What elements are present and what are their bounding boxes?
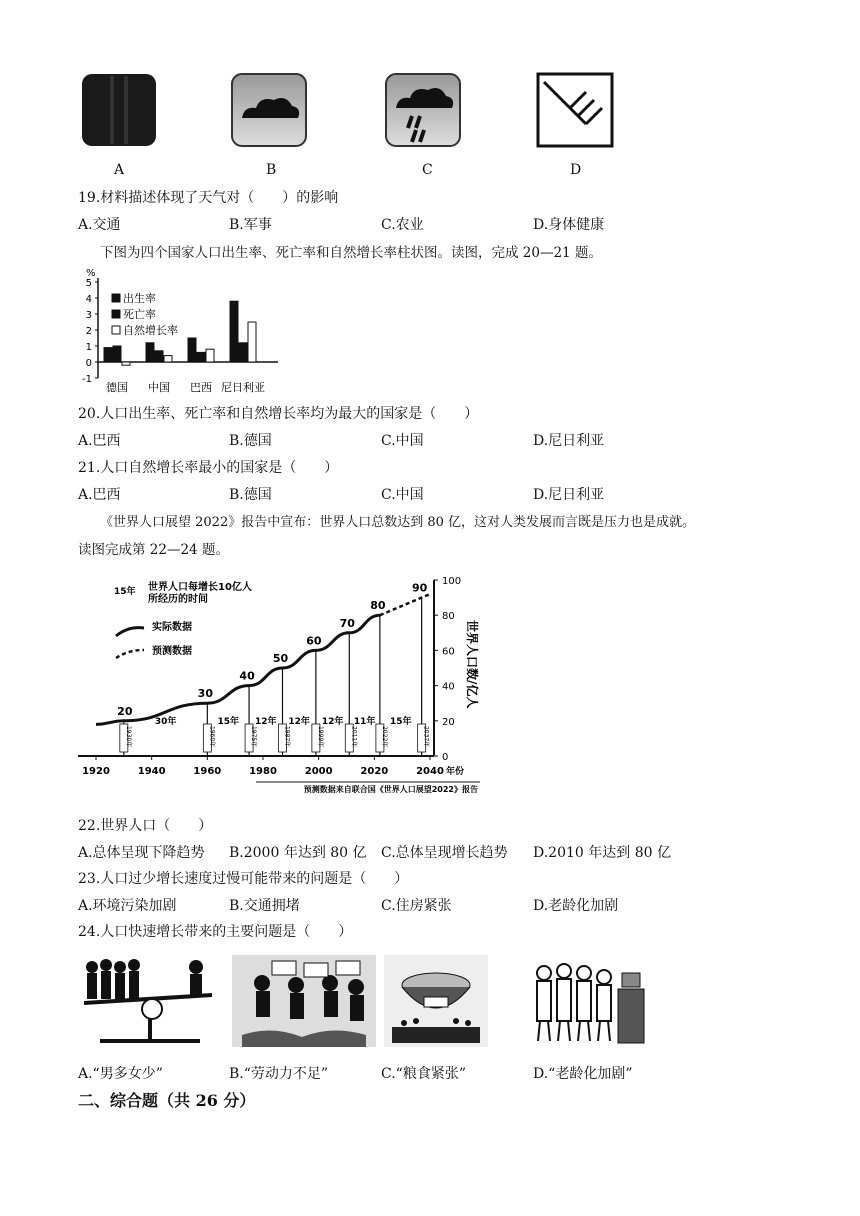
q24-option-a[interactable]: A.“男多女少” (78, 1066, 163, 1082)
wind-flag-icon (536, 72, 614, 148)
y-tick-label: 2 (85, 326, 92, 337)
y-tick-label: 3 (85, 310, 92, 321)
intro-22-24-line2: 读图完成第 22—24 题。 (78, 542, 229, 558)
q21-option-b[interactable]: B.德国 (229, 487, 272, 503)
legend-title: 世界人口每增长10亿人 (148, 582, 252, 593)
legend-actual-swatch (116, 628, 144, 636)
gender-imbalance-cartoon-icon (80, 955, 220, 1051)
section-2-heading: 二、综合题（共 26 分） (78, 1091, 256, 1110)
q19-option-d[interactable]: D.身体健康 (533, 217, 605, 233)
q22-option-c[interactable]: C.总体呈现增长趋势 (381, 845, 508, 861)
y-axis-unit: % (86, 268, 96, 279)
point-label: 50 (272, 652, 289, 665)
legend-years: 15年 (114, 587, 136, 597)
source-note: 预测数据来自联合国《世界人口展望2022》报告 (303, 785, 478, 794)
legend-swatch (112, 294, 120, 302)
q24-option-b[interactable]: B.“劳动力不足” (229, 1066, 329, 1082)
interval-label: 12年 (321, 717, 344, 727)
y-tick-label: 4 (85, 294, 92, 305)
y-tick-label: 0 (442, 752, 449, 763)
bar-自然增长率-中国 (164, 356, 172, 362)
y-tick-label: 80 (442, 611, 455, 623)
q19-stem: 19.材料描述体现了天气对（ ）的影响 (78, 190, 339, 206)
x-tick-label: 1980 (249, 766, 277, 777)
y-tick-label: 20 (442, 716, 455, 728)
x-tick-label: 1960 (193, 766, 222, 777)
symbol-label-a: A (114, 162, 125, 178)
q24-option-d[interactable]: D.“老龄化加剧” (533, 1066, 633, 1082)
world-population-chart (78, 570, 488, 800)
q22-option-d[interactable]: D.2010 年达到 80 亿 (533, 845, 671, 861)
legend-label: 死亡率 (123, 308, 156, 321)
q19-option-c[interactable]: C.农业 (381, 217, 424, 233)
q19-option-b[interactable]: B.军事 (229, 217, 272, 233)
category-label: 巴西 (190, 381, 212, 394)
food-shortage-cartoon-icon (384, 955, 488, 1051)
category-label: 尼日利亚 (221, 381, 265, 394)
right-axis-label: 世界人口数/亿人 (465, 620, 479, 709)
point-label: 30 (197, 687, 213, 701)
bar-死亡率-尼日利亚 (239, 343, 247, 362)
y-tick-label: 40 (442, 681, 455, 693)
bar-死亡率-巴西 (197, 352, 205, 362)
point-label: 60 (306, 634, 322, 648)
interval-label: 12年 (255, 717, 277, 727)
intro-22-24-line1: 《世界人口展望 2022》报告中宣布：世界人口总数达到 80 亿，这对人类发展而言既是压力也是成就。 (100, 515, 696, 530)
x-tick-label: 1920 (82, 766, 110, 777)
bar-出生率-尼日利亚 (230, 301, 238, 362)
q23-option-d[interactable]: D.老龄化加剧 (533, 898, 619, 914)
bar-自然增长率-巴西 (206, 349, 214, 362)
q23-option-a[interactable]: A.环境污染加剧 (78, 898, 177, 914)
aging-cartoon-icon (530, 955, 650, 1051)
intro-20-21: 下图为四个国家人口出生率、死亡率和自然增长率柱状图。读图，完成 20—21 题。 (100, 245, 602, 261)
bar-自然增长率-尼日利亚 (248, 322, 256, 362)
q22-option-b[interactable]: B.2000 年达到 80 亿 (229, 845, 367, 861)
dark-block-icon (80, 72, 158, 148)
interval-label: 11年 (353, 717, 376, 727)
point-label: 70 (339, 616, 355, 630)
q20-option-c[interactable]: C.中国 (381, 433, 424, 449)
q21-option-d[interactable]: D.尼日利亚 (533, 487, 605, 503)
bar-出生率-巴西 (188, 338, 196, 362)
y-tick-label: 60 (442, 646, 455, 658)
q21-option-c[interactable]: C.中国 (381, 487, 424, 503)
q21-stem: 21.人口自然增长率最小的国家是（ ） (78, 460, 339, 476)
year-marker-label: 2022年 (380, 726, 388, 748)
q24-option-c[interactable]: C.“粮食紧张” (381, 1066, 466, 1082)
point-label: 90 (411, 581, 428, 595)
year-marker-label: 1930年 (124, 726, 132, 748)
legend-label: 自然增长率 (123, 324, 178, 337)
interval-label: 12年 (288, 717, 310, 727)
symbol-label-b: B (266, 162, 277, 178)
q22-stem: 22.世界人口（ ） (78, 818, 213, 834)
legend-swatch (112, 310, 120, 318)
legend-forecast-label: 预测数据 (152, 646, 192, 657)
year-marker-label: 1975年 (250, 726, 258, 748)
symbol-label-d: D (570, 162, 582, 178)
x-tick-label: 2020 (360, 766, 389, 777)
cloudy-icon (230, 72, 308, 148)
legend-forecast-swatch (116, 650, 144, 658)
year-marker-label: 1960年 (208, 726, 216, 748)
interval-label: 30年 (154, 717, 177, 727)
q20-option-b[interactable]: B.德国 (229, 433, 272, 449)
x-unit: 年份 (446, 767, 465, 777)
bar-死亡率-德国 (113, 346, 121, 362)
birth-death-growth-bar-chart (78, 264, 288, 399)
rain-icon (384, 72, 462, 148)
y-tick-label: 100 (442, 576, 462, 587)
q20-option-d[interactable]: D.尼日利亚 (533, 433, 605, 449)
interval-label: 15年 (390, 717, 412, 727)
q21-option-a[interactable]: A.巴西 (78, 487, 121, 503)
category-label: 中国 (148, 381, 170, 394)
legend-swatch (112, 326, 120, 334)
point-label: 80 (370, 599, 386, 613)
year-marker-label: 2037年 (422, 726, 430, 748)
y-tick-label: -1 (82, 374, 92, 385)
bar-死亡率-中国 (155, 351, 163, 362)
bar-出生率-德国 (104, 348, 112, 362)
q23-option-c[interactable]: C.住房紧张 (381, 898, 452, 914)
q23-stem: 23.人口过少增长速度过慢可能带来的问题是（ ） (78, 871, 409, 887)
q23-option-b[interactable]: B.交通拥堵 (229, 898, 300, 914)
actual-data-line (96, 615, 380, 724)
symbol-label-c: C (422, 162, 433, 178)
x-tick-label: 2040 (416, 766, 444, 777)
y-tick-label: 0 (85, 358, 92, 369)
q24-stem: 24.人口快速增长带来的主要问题是（ ） (78, 924, 353, 940)
x-tick-label: 2000 (304, 766, 333, 777)
year-marker-label: 2011年 (350, 726, 358, 748)
interval-label: 15年 (217, 717, 239, 727)
bar-出生率-中国 (146, 343, 154, 362)
point-label: 20 (117, 704, 133, 718)
q20-stem: 20.人口出生率、死亡率和自然增长率均为最大的国家是（ ） (78, 406, 479, 422)
year-marker-label: 1999年 (316, 726, 324, 748)
x-tick-label: 1940 (137, 766, 166, 777)
bar-自然增长率-德国 (122, 362, 130, 365)
y-tick-label: 5 (85, 278, 92, 289)
category-label: 德国 (106, 381, 128, 394)
legend-title-2: 所经历的时间 (148, 594, 208, 605)
legend-actual-label: 实际数据 (152, 622, 192, 633)
y-tick-label: 1 (85, 342, 92, 353)
labor-shortage-cartoon-icon (232, 955, 376, 1051)
q22-option-a[interactable]: A.总体呈现下降趋势 (78, 845, 205, 861)
q19-option-a[interactable]: A.交通 (78, 217, 121, 233)
legend-label: 出生率 (123, 292, 156, 305)
year-marker-label: 1987年 (283, 726, 291, 748)
q20-option-a[interactable]: A.巴西 (78, 433, 121, 449)
forecast-data-line (380, 594, 430, 615)
point-label: 40 (239, 669, 255, 683)
